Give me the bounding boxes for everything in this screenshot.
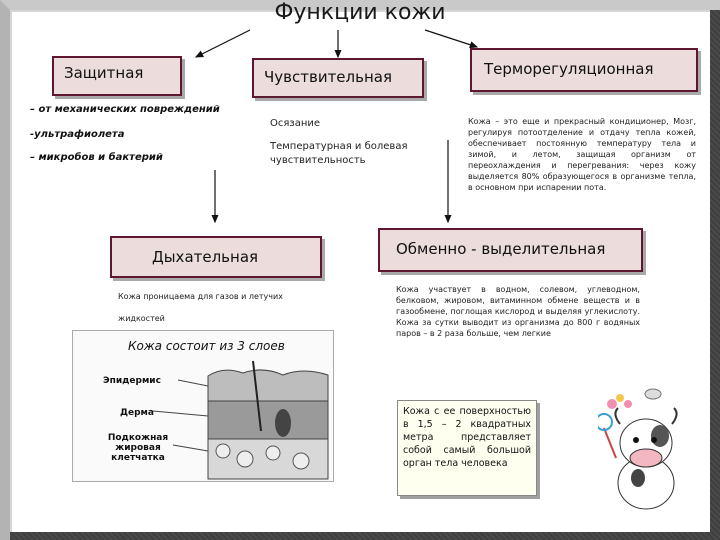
exchange-box: [378, 228, 643, 272]
respiratory-text: Кожа проницаема для газов и летучих жидкостей: [118, 292, 283, 323]
note-box: Кожа с ее поверхностью в 1,5 – 2 квадратных метра представляет собой самый большой орган тела человека: [397, 400, 537, 496]
sensory-label: Чувствительная: [264, 68, 392, 86]
slide-title: Функции кожи: [274, 0, 446, 25]
protective-box: [52, 56, 182, 96]
thermo-box: [470, 48, 698, 92]
protective-item-1: – от механических повреждений: [30, 104, 220, 115]
diagram-title: Кожа состоит из 3 слоев: [128, 339, 285, 353]
sensory-item-2: Температурная и болевая чувствительность: [270, 141, 408, 166]
respiratory-box: [110, 236, 322, 278]
arrow-to-thermo: [425, 30, 477, 47]
thermo-label: Терморегуляционная: [484, 60, 654, 78]
skin-layers-diagram: [72, 330, 334, 482]
layer-dermis: Дерма: [120, 408, 154, 418]
exchange-label: Обменно - выделительная: [396, 240, 606, 258]
arrow-to-protective: [196, 30, 250, 57]
sensory-item-1: Осязание: [270, 118, 321, 129]
exchange-text: Кожа участвует в водном, солевом, углеводном, белковом, жировом, витаминном обмене веществ и в газообмене, поглощая кислород и выделяя углекислоту. Кожа за сутки выводит из организма до 800 г водяных паров – в 2 раза больше, чем легкие: [396, 285, 640, 338]
respiratory-label: Дыхательная: [152, 248, 259, 266]
layer-subcutaneous: Подкожная жировая клетчатка: [107, 433, 169, 463]
protective-item-3: – микробов и бактерий: [30, 152, 163, 163]
thermo-text: Кожа – это еще и прекрасный кондиционер, Мозг, регулируя потоотделение и отдачу тепла кожей, обеспечивает постоянную температуру тела и зимой, и летом, защищая организм от переохлаждения и перегревания: через кожу выделяется 80% образующегося в организме тепла, в основном при испарении пота.: [468, 117, 696, 192]
layer-epidermis: Эпидермис: [103, 376, 161, 386]
protective-item-2: -ультрафиолета: [30, 129, 125, 140]
sensory-box: [252, 58, 424, 98]
cow-mascot-icon: [598, 388, 688, 518]
protective-label: Защитная: [64, 64, 144, 82]
